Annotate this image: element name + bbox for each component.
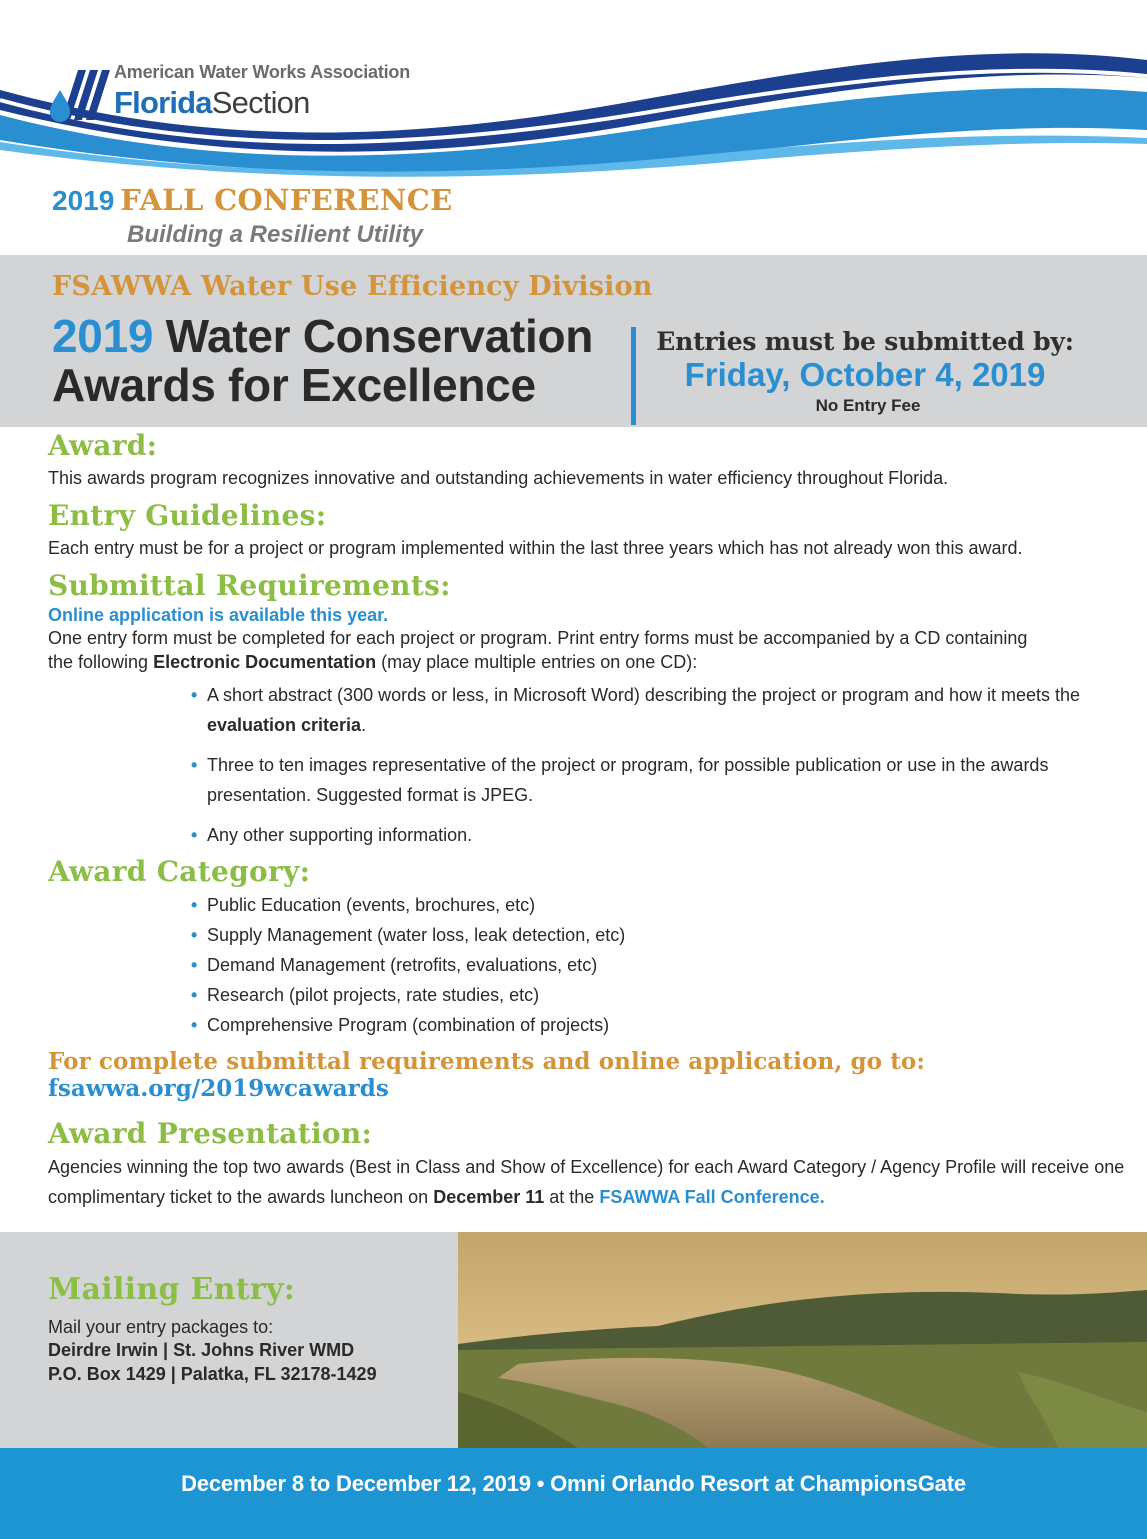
guidelines-heading: Entry Guidelines: bbox=[48, 499, 327, 532]
title-year: 2019 bbox=[52, 310, 154, 362]
conference-link[interactable]: FSAWWA Fall Conference. bbox=[599, 1187, 825, 1207]
online-note: Online application is available this year. bbox=[48, 605, 389, 625]
org-name: American Water Works Association bbox=[114, 62, 411, 82]
mailing-intro: Mail your entry packages to: bbox=[48, 1317, 274, 1337]
item1-end: . bbox=[361, 715, 367, 735]
award-text: This awards program recognizes innovative and outstanding achievements in water efficiency throughout Florida. bbox=[48, 468, 949, 488]
list-item: • Comprehensive Program (combination of projects) bbox=[191, 1010, 1138, 1040]
deadline-date: Friday, October 4, 2019 bbox=[684, 356, 1046, 393]
awwa-logo bbox=[50, 62, 410, 122]
requirements-intro-bold: Electronic Documentation bbox=[153, 652, 377, 672]
presentation-date: December 11 bbox=[433, 1187, 545, 1207]
category-list bbox=[191, 890, 1138, 1040]
item1-text: A short abstract (300 words or less, in Microsoft Word) describing the project or program and how it meets the bbox=[207, 685, 1081, 705]
awwa-logo-icon bbox=[50, 62, 112, 122]
guidelines-text: Each entry must be for a project or program implemented within the last three years which has not already won this award. bbox=[48, 538, 1023, 558]
wetland-photo bbox=[458, 1232, 1147, 1448]
cta-text: For complete submittal requirements and online application, go to: bbox=[48, 1048, 925, 1075]
deadline-box bbox=[640, 327, 1090, 416]
presentation-heading: Award Presentation: bbox=[48, 1117, 373, 1150]
division-name: FSAWWA Water Use Efficiency Division bbox=[52, 271, 653, 302]
requirements-intro-1: One entry form must be completed for each project or program. Print entry forms must be accompanied by a CD containing the following bbox=[48, 628, 1028, 672]
requirements-intro-2: (may place multiple entries on one CD): bbox=[376, 652, 698, 672]
requirements-intro bbox=[48, 626, 1048, 674]
title-band bbox=[0, 255, 1147, 427]
list-item: • Any other supporting information. bbox=[191, 820, 1091, 850]
item1-bold: evaluation criteria bbox=[207, 715, 362, 735]
presentation-text-2: at the bbox=[544, 1187, 600, 1207]
requirements-heading: Submittal Requirements: bbox=[48, 569, 451, 602]
section-name-rest: Section bbox=[211, 85, 310, 120]
mailing-line2: P.O. Box 1429 | Palatka, FL 32178-1429 bbox=[48, 1364, 377, 1384]
footer-text: December 8 to December 12, 2019 • Omni Orlando Resort at ChampionsGate bbox=[181, 1471, 966, 1496]
divider bbox=[631, 327, 636, 425]
requirements-list bbox=[191, 680, 1138, 850]
conference-heading bbox=[52, 183, 453, 249]
section-name-bold: Florida bbox=[114, 85, 212, 120]
mailing-section bbox=[0, 1232, 458, 1448]
list-item: • Supply Management (water loss, leak detection, etc) bbox=[191, 920, 1138, 950]
section-name bbox=[114, 85, 410, 121]
presentation-section bbox=[48, 1116, 1138, 1212]
wetland-image bbox=[458, 1232, 1147, 1448]
deadline-label: Entries must be submitted by: bbox=[656, 327, 1074, 356]
page-footer bbox=[0, 1448, 1147, 1539]
conference-year: 2019 bbox=[52, 185, 115, 216]
conference-title: FALL CONFERENCE bbox=[120, 183, 453, 217]
mailing-line1: Deirdre Irwin | St. Johns River WMD bbox=[48, 1340, 355, 1360]
conference-theme: Building a Resilient Utility bbox=[127, 221, 424, 248]
page-title bbox=[52, 312, 593, 410]
cta-link[interactable]: fsawwa.org/2019wcawards bbox=[48, 1075, 389, 1102]
fee-note: No Entry Fee bbox=[815, 396, 921, 415]
list-item: • Demand Management (retrofits, evaluations, etc) bbox=[191, 950, 1138, 980]
list-item: • Research (pilot projects, rate studies, etc) bbox=[191, 980, 1138, 1010]
main-content bbox=[48, 428, 1138, 1212]
mailing-heading: Mailing Entry: bbox=[48, 1272, 296, 1307]
title-line2: Awards for Excellence bbox=[52, 359, 536, 411]
list-item: • Public Education (events, brochures, etc) bbox=[191, 890, 1138, 920]
category-heading: Award Category: bbox=[48, 855, 311, 888]
list-item: • Three to ten images representative of the project or program, for possible publication or use in the awards presentation. Suggested format is JPEG. bbox=[191, 750, 1091, 810]
list-item bbox=[191, 680, 1091, 740]
presentation-text bbox=[48, 1152, 1138, 1212]
award-heading: Award: bbox=[48, 429, 158, 462]
presentation-text-1: Agencies winning the top two awards (Best in Class and Show of Excellence) for each Award Category / Agency Profile will receive one complimentary ticket to the awards luncheon on bbox=[48, 1157, 1125, 1207]
title-line1: Water Conservation bbox=[165, 310, 594, 362]
page-header bbox=[0, 0, 1147, 255]
